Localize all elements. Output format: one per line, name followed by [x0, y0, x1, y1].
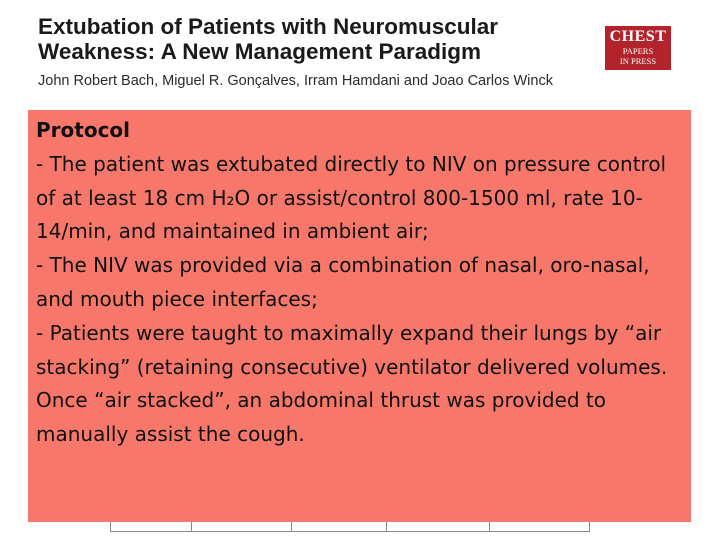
protocol-item-2: - The NIV was provided via a combination of nasal, oro-nasal, and mouth piece interfaces; — [36, 253, 650, 311]
protocol-heading: Protocol — [36, 118, 131, 142]
logo-line-1: CHEST — [609, 28, 667, 45]
protocol-item-1: - The patient was extubated directly to NIV on pressure control of at least 18 cm H₂O or assist/control 800-1500 ml, rate 10-14/min, and maintained in ambient air; — [36, 151, 667, 244]
protocol-item-3: - Patients were taught to maximally expand their lungs by “air stacking” (retaining consecutive) ventilator delivered volumes. Once “air stacked”, an abdominal thrust was provided to manually assist the cough. — [36, 320, 668, 447]
logo-line-3: IN PRESS — [619, 56, 657, 66]
chest-logo — [605, 26, 671, 70]
logo-line-2: PAPERS — [622, 46, 654, 56]
authors-line: John Robert Bach, Miguel R. Gonçalves, Irram Hamdani and Joao Carlos Winck — [38, 73, 553, 89]
title-line-1: Extubation of Patients with Neuromuscular — [38, 14, 499, 39]
title-line-2: Weakness: A New Management Paradigm — [38, 39, 482, 64]
slide-title — [38, 14, 598, 64]
protocol-box — [28, 110, 691, 522]
